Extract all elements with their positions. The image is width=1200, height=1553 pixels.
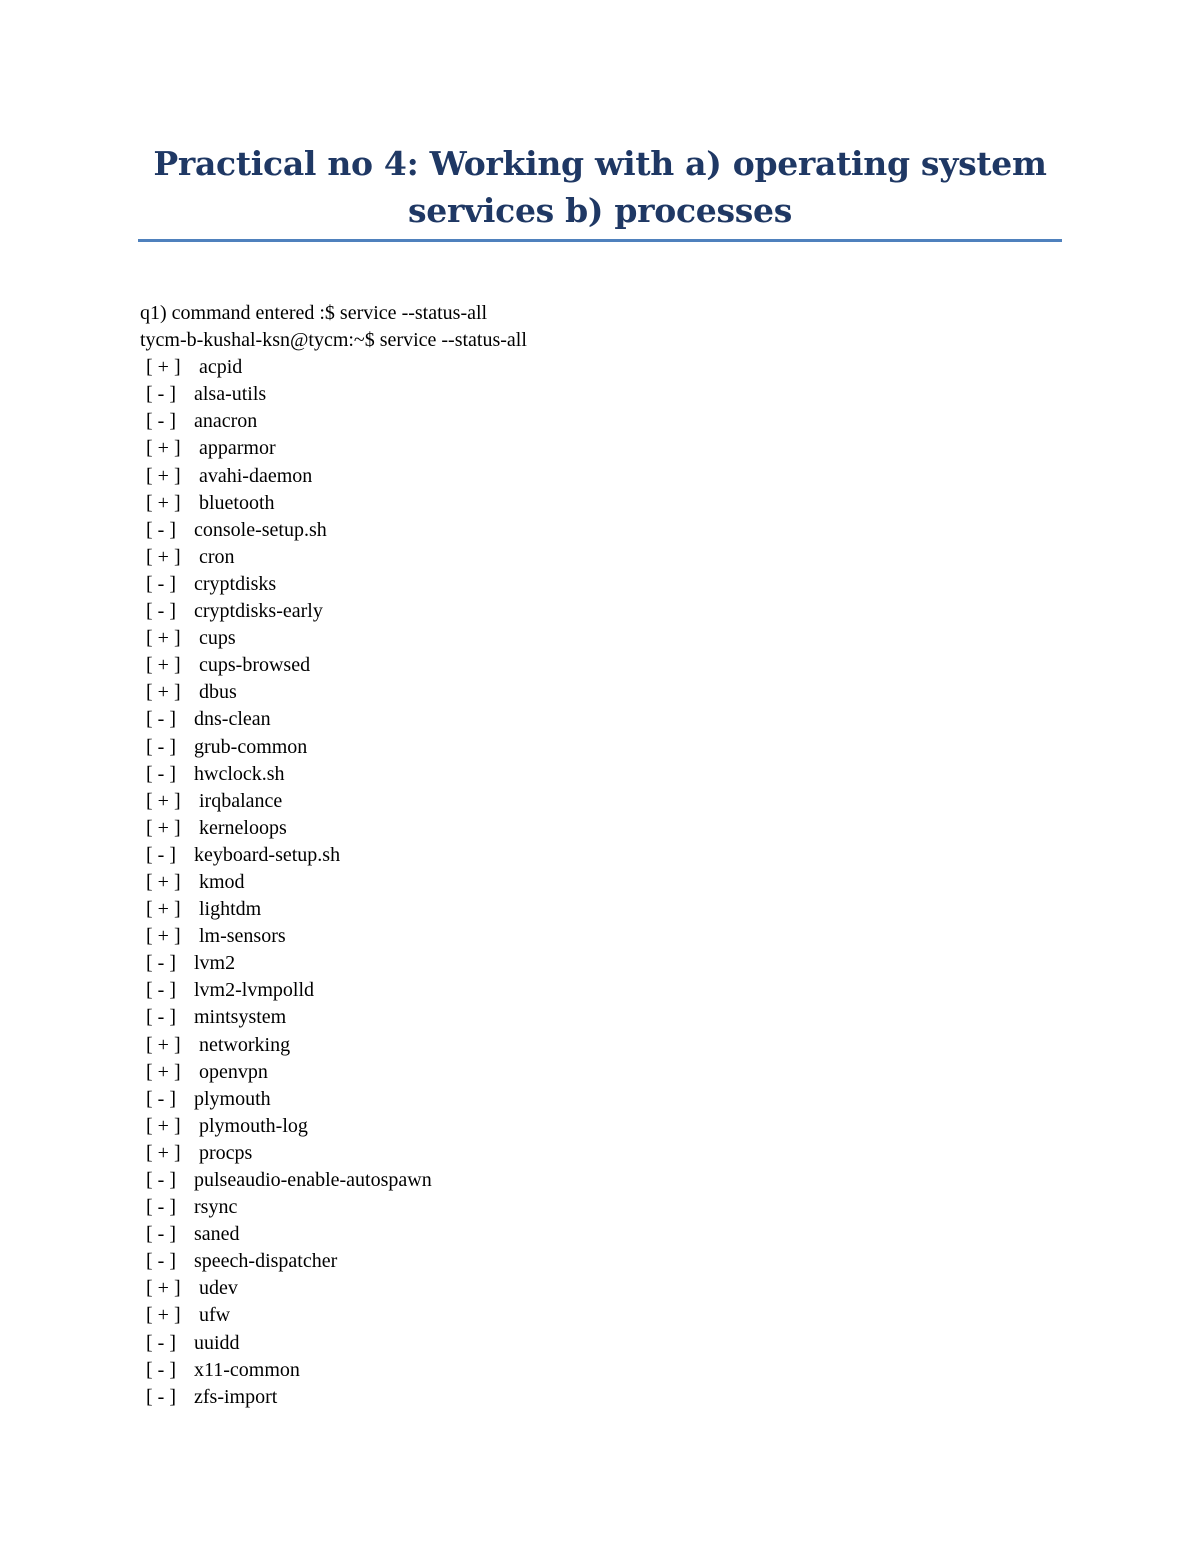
service-status-indicator: [ - ] xyxy=(146,1087,176,1110)
service-name: speech-dispatcher xyxy=(194,1250,338,1273)
terminal-prompt-line: tycm-b-kushal-ksn@tycm:~$ service --status-all xyxy=(140,329,527,352)
service-row xyxy=(140,1113,527,1140)
service-name: lvm2-lvmpolld xyxy=(194,979,314,1002)
service-status-indicator: [ + ] xyxy=(146,464,181,487)
service-name: saned xyxy=(194,1223,240,1246)
question-command-line: q1) command entered :$ service --status-all xyxy=(140,302,488,324)
service-status-indicator: [ + ] xyxy=(146,898,181,921)
service-status-indicator: [ - ] xyxy=(146,1223,176,1246)
service-row xyxy=(140,1248,527,1275)
service-row xyxy=(140,1357,527,1384)
service-name: pulseaudio-enable-autospawn xyxy=(194,1169,432,1191)
service-name: keyboard-setup.sh xyxy=(194,843,341,866)
service-name: lightdm xyxy=(199,898,262,921)
service-row xyxy=(140,1167,527,1194)
service-status-indicator: [ - ] xyxy=(146,843,176,866)
service-name: cryptdisks-early xyxy=(194,600,323,623)
service-name: lm-sensors xyxy=(199,925,286,948)
page-title-line-2: services b) processes xyxy=(408,191,792,230)
service-status-indicator: [ - ] xyxy=(146,383,176,406)
document-body xyxy=(140,300,527,1411)
service-row xyxy=(140,761,527,788)
service-name: zfs-import xyxy=(194,1385,278,1408)
service-status-indicator: [ - ] xyxy=(146,762,176,785)
service-row xyxy=(140,1059,527,1086)
service-name: cron xyxy=(199,545,235,568)
service-row xyxy=(140,679,527,706)
service-status-indicator: [ + ] xyxy=(146,627,181,650)
service-status-indicator: [ - ] xyxy=(146,1250,176,1273)
page-title xyxy=(138,140,1062,234)
service-status-indicator: [ - ] xyxy=(146,952,176,975)
service-name: apparmor xyxy=(199,437,276,460)
service-name: udev xyxy=(199,1277,238,1300)
service-status-indicator: [ + ] xyxy=(146,1304,181,1327)
service-name: openvpn xyxy=(199,1060,268,1083)
service-status-indicator: [ + ] xyxy=(146,816,181,839)
service-status-indicator: [ + ] xyxy=(146,1033,181,1056)
service-status-indicator: [ + ] xyxy=(146,1277,181,1300)
service-status-indicator: [ - ] xyxy=(146,1385,176,1408)
service-row xyxy=(140,734,527,761)
service-status-indicator: [ - ] xyxy=(146,410,176,433)
service-row xyxy=(140,923,527,950)
service-row xyxy=(140,1194,527,1221)
service-row xyxy=(140,1384,527,1411)
service-name: anacron xyxy=(194,410,258,433)
service-row xyxy=(140,625,527,652)
service-row xyxy=(140,950,527,977)
service-row xyxy=(140,517,527,544)
service-row xyxy=(140,571,527,598)
service-row xyxy=(140,435,527,462)
service-name: console-setup.sh xyxy=(194,518,327,541)
service-name: cryptdisks xyxy=(194,572,277,595)
service-row xyxy=(140,1140,527,1167)
service-row xyxy=(140,408,527,435)
service-status-indicator: [ - ] xyxy=(146,518,176,541)
service-status-indicator: [ + ] xyxy=(146,1060,181,1083)
service-row xyxy=(140,896,527,923)
service-row xyxy=(140,977,527,1004)
service-row xyxy=(140,1302,527,1329)
service-name: ufw xyxy=(199,1304,231,1327)
service-row xyxy=(140,842,527,869)
service-status-indicator: [ + ] xyxy=(146,1141,181,1164)
service-status-indicator: [ - ] xyxy=(146,1331,176,1354)
service-row xyxy=(140,869,527,896)
service-name: kerneloops xyxy=(199,816,287,839)
service-name: dns-clean xyxy=(194,708,271,731)
title-underline-rule xyxy=(138,239,1062,242)
service-name: irqbalance xyxy=(199,789,283,812)
service-status-indicator: [ + ] xyxy=(146,681,181,704)
service-name: dbus xyxy=(199,681,237,704)
service-name: cups xyxy=(199,627,236,650)
service-row xyxy=(140,1221,527,1248)
service-name: hwclock.sh xyxy=(194,762,285,785)
service-row xyxy=(140,354,527,381)
service-status-list xyxy=(140,354,527,1411)
service-row xyxy=(140,1032,527,1059)
service-status-indicator: [ + ] xyxy=(146,925,181,948)
service-row xyxy=(140,1275,527,1302)
service-name: acpid xyxy=(199,356,243,379)
service-name: plymouth-log xyxy=(199,1114,308,1137)
service-row xyxy=(140,598,527,625)
service-row xyxy=(140,490,527,517)
service-name: plymouth xyxy=(194,1087,271,1110)
service-status-indicator: [ + ] xyxy=(146,654,181,677)
service-row xyxy=(140,463,527,490)
service-status-indicator: [ + ] xyxy=(146,545,181,568)
service-status-indicator: [ - ] xyxy=(146,1169,176,1191)
service-name: mintsystem xyxy=(194,1006,287,1029)
service-status-indicator: [ + ] xyxy=(146,491,181,514)
service-row xyxy=(140,1086,527,1113)
service-row xyxy=(140,706,527,733)
service-row xyxy=(140,1330,527,1357)
service-status-indicator: [ + ] xyxy=(146,1114,181,1137)
service-name: avahi-daemon xyxy=(199,464,313,487)
service-row xyxy=(140,381,527,408)
service-name: uuidd xyxy=(194,1331,240,1354)
service-name: kmod xyxy=(199,870,245,893)
service-name: x11-common xyxy=(194,1358,300,1381)
page-title-line-1: Practical no 4: Working with a) operating system xyxy=(153,144,1047,183)
service-name: alsa-utils xyxy=(194,383,267,406)
service-name: networking xyxy=(199,1033,291,1056)
service-row xyxy=(140,815,527,842)
service-status-indicator: [ + ] xyxy=(146,437,181,460)
service-name: procps xyxy=(199,1141,253,1164)
service-status-indicator: [ - ] xyxy=(146,1006,176,1029)
service-row xyxy=(140,1004,527,1031)
service-row xyxy=(140,788,527,815)
service-name: rsync xyxy=(194,1196,238,1219)
service-status-indicator: [ - ] xyxy=(146,979,176,1002)
service-name: grub-common xyxy=(194,735,308,758)
service-name: lvm2 xyxy=(194,952,236,975)
service-status-indicator: [ - ] xyxy=(146,572,176,595)
service-status-indicator: [ - ] xyxy=(146,735,176,758)
service-name: bluetooth xyxy=(199,491,275,514)
service-status-indicator: [ - ] xyxy=(146,600,176,623)
service-status-indicator: [ + ] xyxy=(146,356,181,379)
service-row xyxy=(140,652,527,679)
service-status-indicator: [ + ] xyxy=(146,789,181,812)
service-status-indicator: [ - ] xyxy=(146,708,176,731)
service-name: cups-browsed xyxy=(199,654,311,677)
service-status-indicator: [ - ] xyxy=(146,1196,176,1219)
service-status-indicator: [ - ] xyxy=(146,1358,176,1381)
service-status-indicator: [ + ] xyxy=(146,870,181,893)
service-row xyxy=(140,544,527,571)
